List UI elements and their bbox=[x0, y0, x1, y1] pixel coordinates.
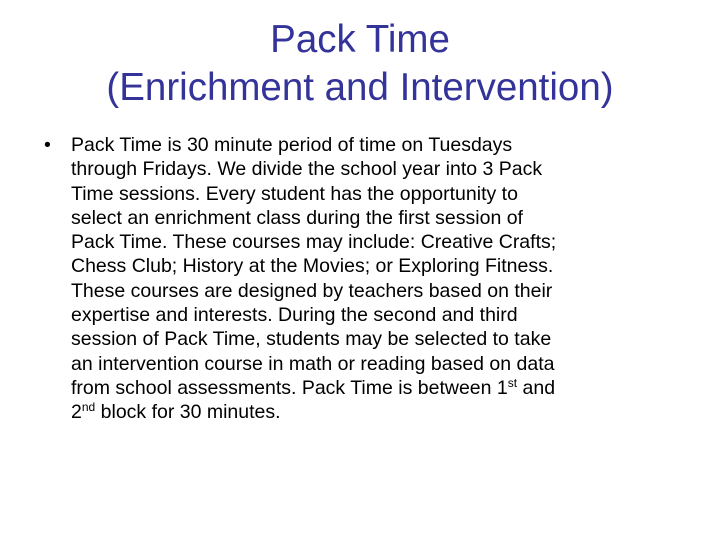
line-text: 2 bbox=[71, 401, 82, 424]
bullet-line: expertise and interests. During the second and third bbox=[71, 304, 518, 327]
bullet-line: through Fridays. We divide the school year into 3 Pack bbox=[71, 158, 543, 181]
bullet-item bbox=[44, 133, 720, 425]
line-text: and bbox=[517, 376, 556, 399]
bullet-line bbox=[71, 400, 720, 424]
line-text: from school assessments. Pack Time is between 1 bbox=[71, 376, 508, 399]
ordinal-suffix: st bbox=[507, 375, 518, 390]
bullet-icon: • bbox=[44, 134, 51, 156]
title-line-2: (Enrichment and Intervention) bbox=[106, 66, 614, 109]
bullet-line: session of Pack Time, students may be selected to take bbox=[71, 328, 552, 351]
bullet-line: Chess Club; History at the Movies; or Exploring Fitness. bbox=[71, 255, 554, 278]
bullet-line: These courses are designed by teachers based on their bbox=[71, 279, 553, 302]
slide-title bbox=[0, 16, 720, 112]
bullet-line: Pack Time is 30 minute period of time on Tuesdays bbox=[71, 134, 513, 156]
bullet-line bbox=[71, 376, 720, 400]
bullet-line: Pack Time. These courses may include: Creative Crafts; bbox=[71, 231, 557, 254]
slide-body bbox=[44, 133, 720, 425]
bullet-line: an intervention course in math or reading based on data bbox=[71, 352, 555, 375]
ordinal-suffix: nd bbox=[81, 400, 96, 415]
title-line-1: Pack Time bbox=[270, 18, 450, 61]
bullet-line: Time sessions. Every student has the opportunity to bbox=[71, 182, 518, 205]
bullet-line: select an enrichment class during the first session of bbox=[71, 206, 523, 229]
line-text: block for 30 minutes. bbox=[95, 401, 281, 424]
